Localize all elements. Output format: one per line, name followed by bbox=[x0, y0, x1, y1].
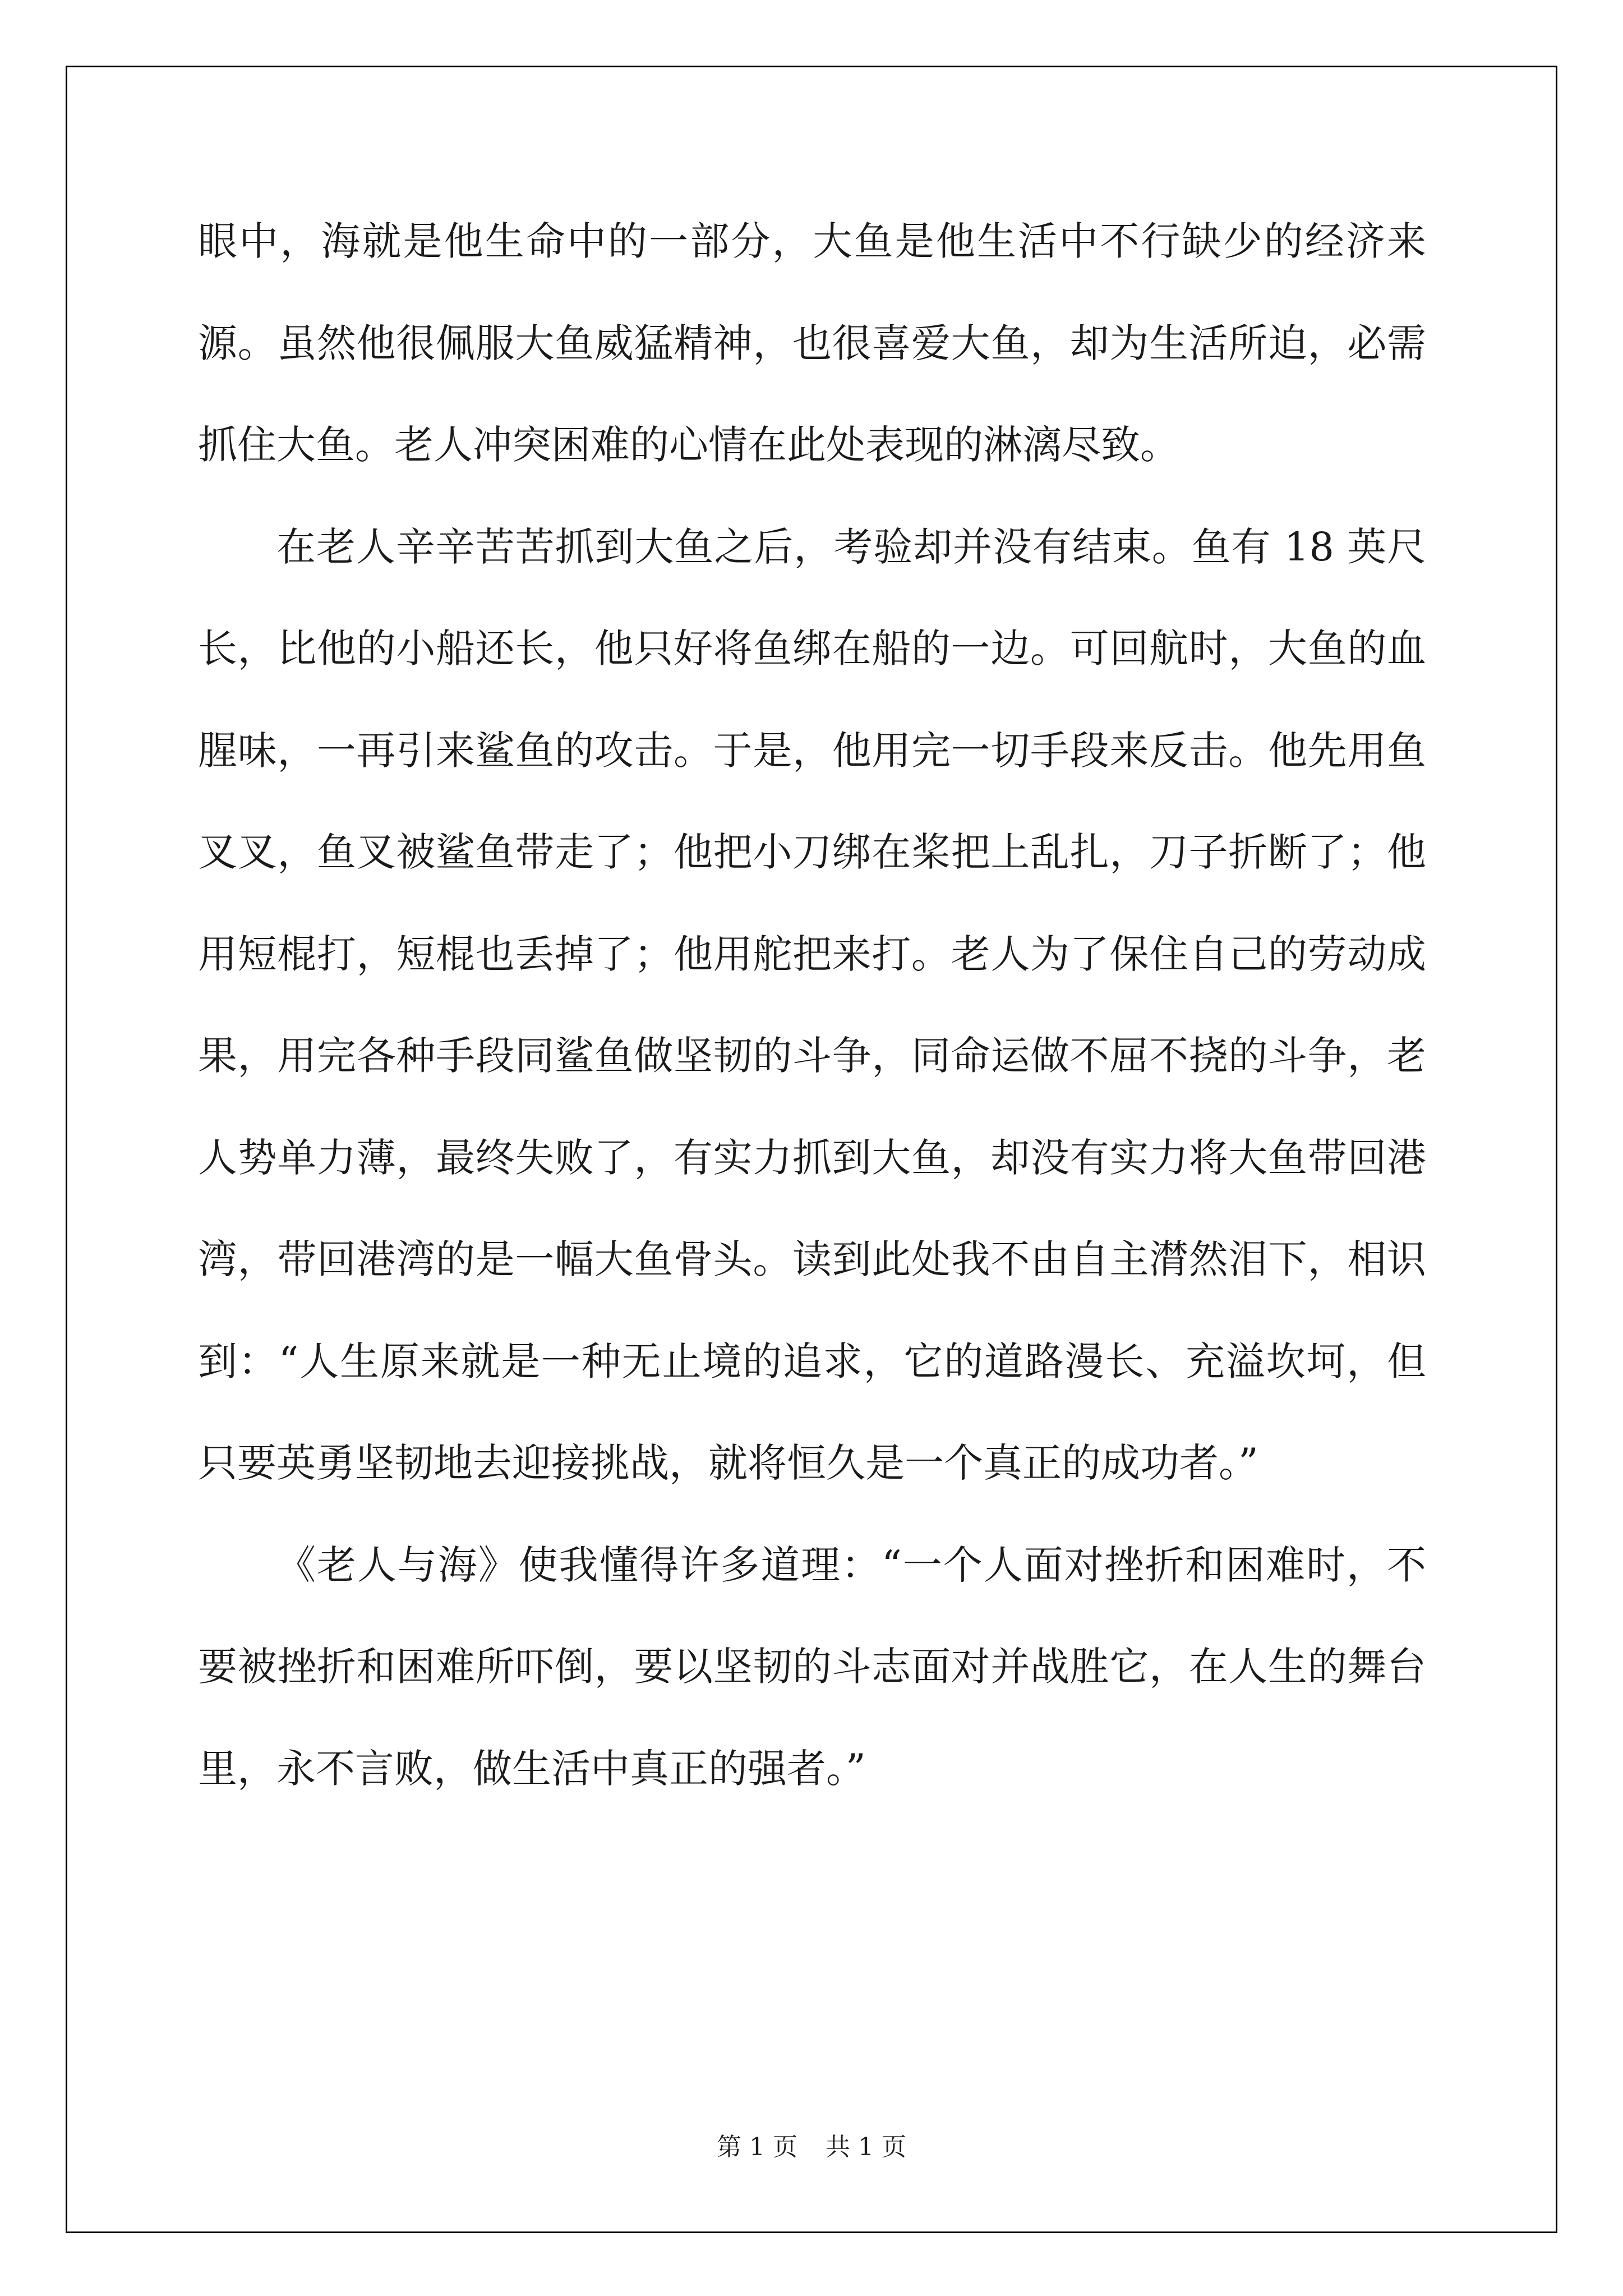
paragraph-3: 《老人与海》使我懂得许多道理：“一个人面对挫折和困难时，不要被挫折和困难所吓倒，要以坚韧的斗志面对并战胜它，在人生的舞台里，永不言败，做生活中真正的强者。” bbox=[198, 1542, 1426, 1792]
paragraph-2: 在老人辛辛苦苦抓到大鱼之后，考验却并没有结束。鱼有 18 英尺长，比他的小船还长，他只好将鱼绑在船的一边。可回航时，大鱼的血腥味，一再引来鲨鱼的攻击。于是，他用完一切手段来反击。他先用鱼叉叉，鱼叉被鲨鱼带走了；他把小刀绑在桨把上乱扎，刀子折断了；他用短棍打，短棍也丢掉了；他用舵把来打。老人为了保住自己的劳动成果，用完各种手段同鲨鱼做坚韧的斗争，同命运做不屈不挠的斗争，老人势单力薄，最终失败了，有实力抓到大鱼，却没有实力将大鱼带回港湾，带回港湾的是一幅大鱼骨头。读到此处我不由自主潸然泪下，相识到：“人生原来就是一种无止境的追求，它的道路漫长、充溢坎坷，但只要英勇坚韧地去迎接挑战，就将恒久是一个真正的成功者。” bbox=[198, 523, 1426, 1486]
page-number-total: 共 1 页 bbox=[826, 2133, 906, 2161]
document-body bbox=[198, 191, 1426, 1820]
page-footer bbox=[0, 2131, 1623, 2164]
page-number-current: 第 1 页 bbox=[717, 2133, 797, 2161]
paragraph-1: 眼中，海就是他生命中的一部分，大鱼是他生活中不行缺少的经济来源。虽然他很佩服大鱼威猛精神，也很喜爱大鱼，却为生活所迫，必需抓住大鱼。老人冲突困难的心情在此处表现的淋漓尽致。 bbox=[198, 218, 1426, 468]
